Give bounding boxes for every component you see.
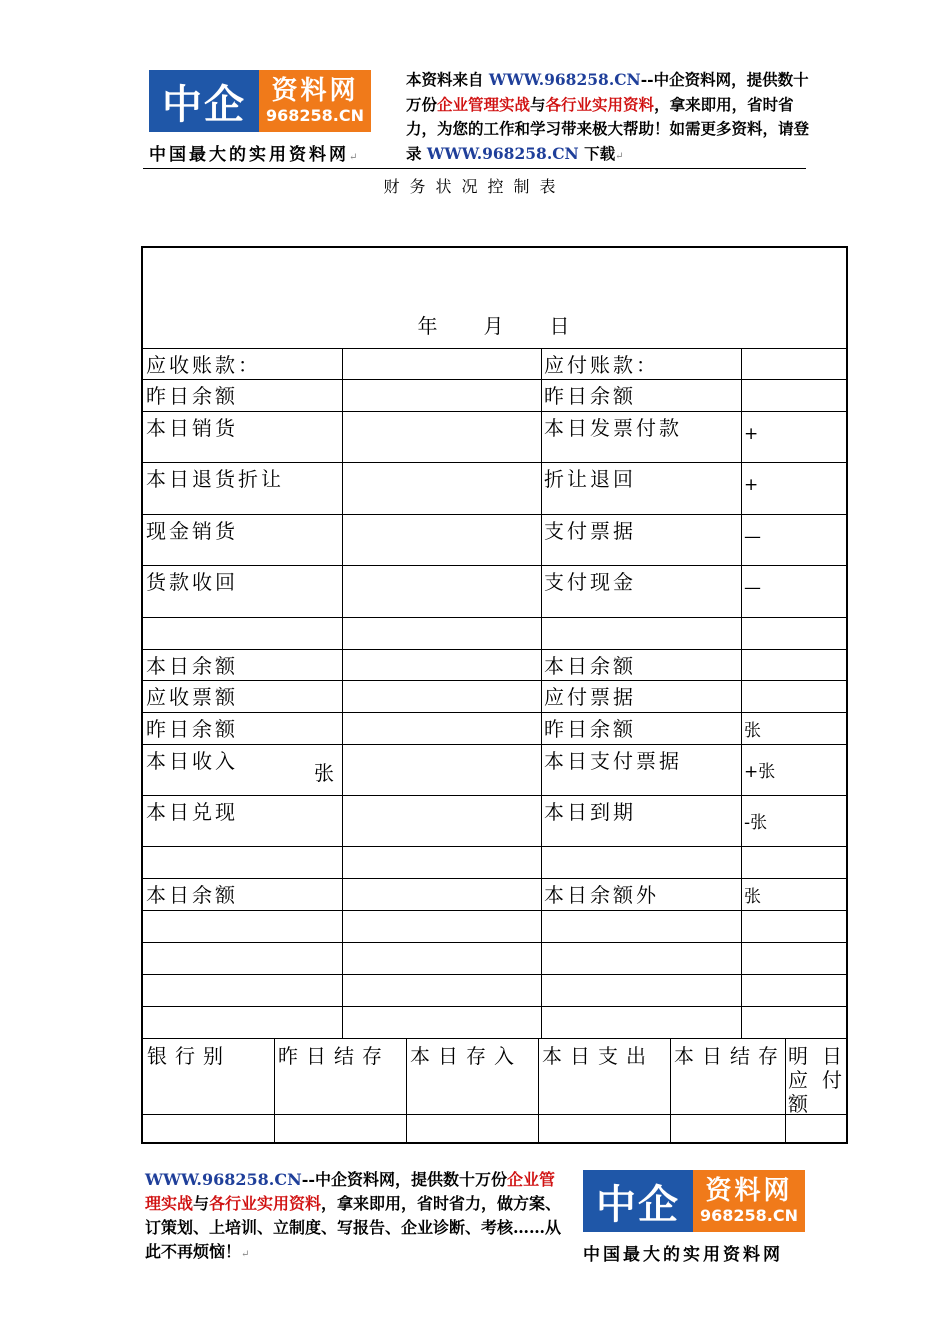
row-label-left: 本日兑现 (146, 800, 238, 824)
bank-header-payable-a: 应 (788, 1068, 811, 1092)
row-label-right: 昨日余额 (544, 717, 636, 741)
intro-link-2[interactable]: WWW.968258.CN (426, 143, 579, 163)
row-value-right: 张 (744, 887, 761, 907)
bank-column-line (538, 1038, 539, 1144)
footer-link[interactable]: WWW.968258.CN (145, 1170, 302, 1189)
row-label-left: 应收账款： (146, 353, 261, 377)
bank-column-line (670, 1038, 671, 1144)
row-label-right: 支付现金 (544, 570, 636, 594)
row-label-left: 昨日余额 (146, 384, 238, 408)
document-title: 财务状况控制表 (383, 177, 566, 196)
bank-header-1: 昨日结存 (278, 1044, 390, 1068)
footer-logo-brand-text: 资料网 (705, 1176, 793, 1206)
bank-header-amount: 额 (788, 1092, 811, 1116)
finance-control-table (141, 246, 848, 1144)
row-label-right: 本日到期 (544, 800, 636, 824)
footer-text: WWW.968258.CN--中企资料网，提供数十万份企业管理实战与各行业实用资料，拿来即用，省时省力，做方案、订策划、上培训、立制度、写报告、企业诊断、考核……从此不再烦恼！↵ (145, 1170, 562, 1261)
table-row-line (143, 1114, 846, 1115)
row-value-right: 张 (744, 721, 761, 741)
footer-logo-orange-block (693, 1170, 805, 1232)
row-label-left: 本日退货折让 (146, 467, 284, 491)
logo-slogan: 中国最大的实用资料网↵ (149, 145, 361, 165)
intro-link-1[interactable]: WWW.968258.CN (488, 70, 641, 89)
table-column-line (342, 348, 343, 1038)
row-label-right: 本日发票付款 (544, 416, 682, 440)
table-column-line (741, 348, 742, 1038)
footer-logo-slogan: 中国最大的实用资料网 (583, 1245, 783, 1265)
table-row-line (143, 1038, 846, 1039)
row-unit-left: 张 (314, 761, 337, 785)
bank-header-2: 本日存入 (410, 1044, 522, 1068)
bank-header-3: 本日支出 (542, 1044, 654, 1068)
row-value-right: -张 (744, 813, 768, 833)
header-divider (143, 168, 806, 169)
row-label-left: 本日余额 (146, 654, 238, 678)
row-label-right: 本日余额 (544, 654, 636, 678)
row-label-left: 本日收入 (146, 749, 238, 773)
logo-domain-text: 968258.CN (265, 106, 364, 125)
row-label-left: 本日余额 (146, 883, 238, 907)
row-label-right: 昨日余额 (544, 384, 636, 408)
row-label-right: 应付账款： (544, 353, 659, 377)
row-label-left: 现金销货 (146, 519, 238, 543)
logo-blue-block: 中企 (149, 70, 259, 132)
footer-logo (583, 1170, 805, 1265)
row-value-right: — (744, 527, 761, 547)
bank-header-next-day-b: 日 (822, 1044, 845, 1068)
logo-orange-block (259, 70, 371, 132)
row-label-left: 应收票额 (146, 685, 238, 709)
row-label-right: 应付票据 (544, 685, 636, 709)
bank-column-line (274, 1038, 275, 1144)
row-label-left: 昨日余额 (146, 717, 238, 741)
row-label-right: 支付票据 (544, 519, 636, 543)
header-intro: 本资料来自 WWW.968258.CN--中企资料网，提供数十万份企业管理实战与各行业实用资料，拿来即用，省时省力，为您的工作和学习带来极大帮助！如需更多资料，请登录 WWW.968258.CN 下载↵ (406, 70, 810, 163)
row-value-right: — (744, 578, 761, 598)
row-label-right: 本日余额外 (544, 883, 659, 907)
row-value-right: + (744, 475, 759, 495)
row-label-right: 本日支付票据 (544, 749, 682, 773)
footer-logo-domain-text: 968258.CN (699, 1206, 798, 1225)
row-label-right: 折让退回 (544, 467, 636, 491)
header-logo (149, 70, 371, 165)
footer-logo-blue-block: 中企 (583, 1170, 693, 1232)
row-label-left: 货款收回 (146, 570, 238, 594)
bank-header-4: 本日结存 (674, 1044, 786, 1068)
bank-header-next-day-a: 明 (788, 1044, 811, 1068)
row-value-right: +张 (744, 762, 776, 782)
date-line: 年 月 日 (417, 314, 572, 338)
bank-header-0: 银行别 (147, 1044, 231, 1068)
logo-brand-text: 资料网 (271, 76, 359, 106)
bank-header-payable-b: 付 (822, 1068, 845, 1092)
row-value-right: + (744, 424, 759, 444)
table-column-line (541, 348, 542, 1038)
row-label-left: 本日销货 (146, 416, 238, 440)
bank-column-line (406, 1038, 407, 1144)
